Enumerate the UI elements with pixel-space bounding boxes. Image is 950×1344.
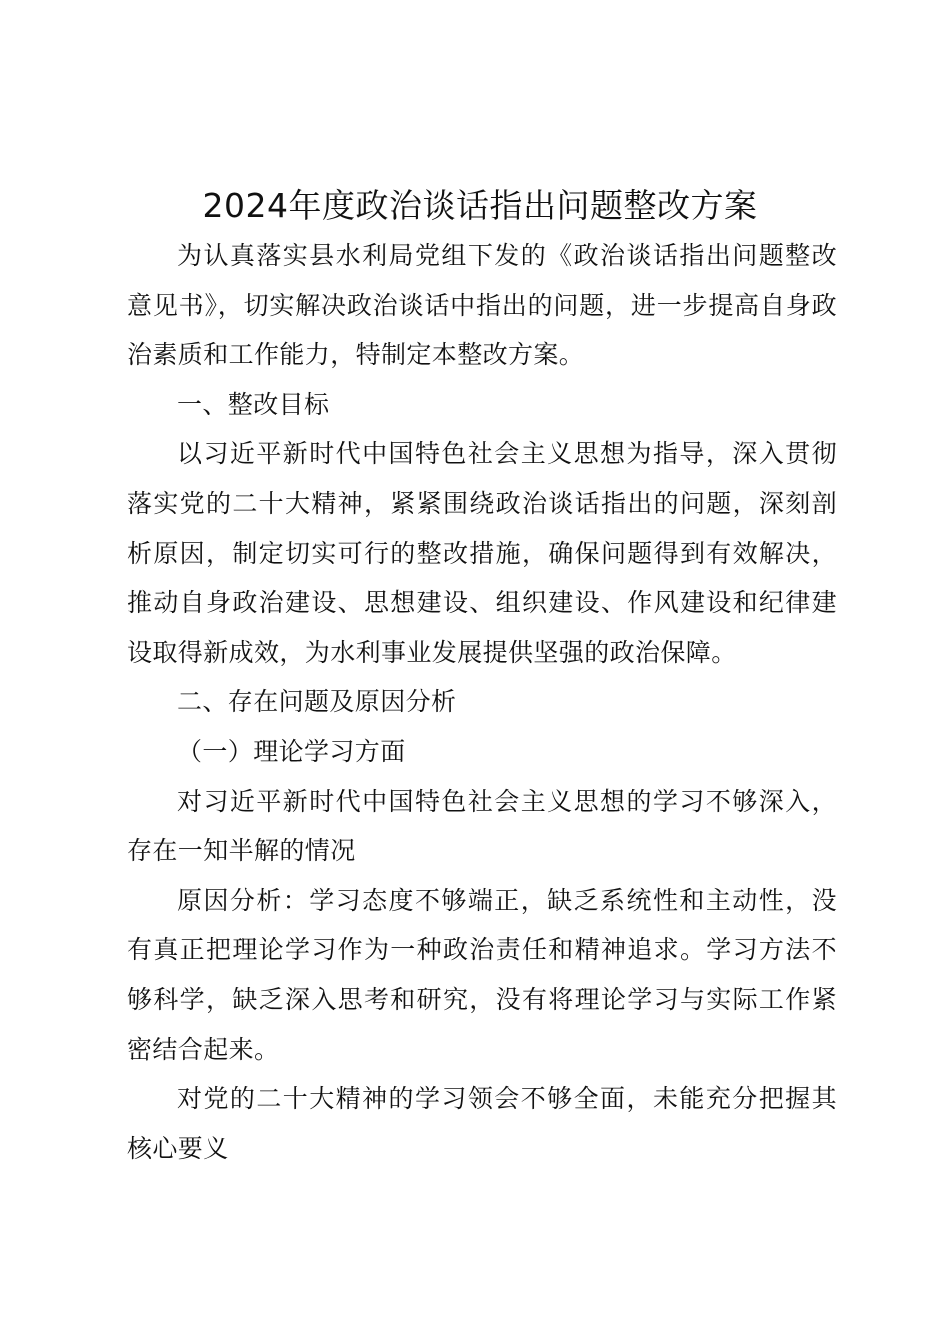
goals-paragraph: 以习近平新时代中国特色社会主义思想为指导，深入贯彻落实党的二十大精神，紧紧围绕政治谈话指出的问题，深刻剖析原因，制定切实可行的整改措施，确保问题得到有效解决，推动自身政治建设、思想建设、组织建设、作风建设和纪律建设取得新成效，为水利事业发展提供坚强的政治保障。 xyxy=(127,439,837,667)
intro-paragraph: 为认真落实县水利局党组下发的《政治谈话指出问题整改意见书》，切实解决政治谈话中指出的问题，进一步提高自身政治素质和工作能力，特制定本整改方案。 xyxy=(127,241,837,370)
document-title: 2024年度政治谈话指出问题整改方案 xyxy=(202,186,758,225)
section-heading-goals: 一、整改目标 xyxy=(177,389,330,419)
section-heading-problems: 二、存在问题及原因分析 xyxy=(177,687,457,717)
problem-paragraph-2: 对党的二十大精神的学习领会不够全面，未能充分把握其核心要义 xyxy=(127,1084,837,1163)
problem-paragraph-1: 对习近平新时代中国特色社会主义思想的学习不够深入，存在一知半解的情况 xyxy=(127,786,837,866)
document-body xyxy=(127,231,837,1173)
subsection-heading-theory: （一）理论学习方面 xyxy=(177,736,406,766)
cause-analysis-paragraph: 原因分析：学习态度不够端正，缺乏系统性和主动性，没有真正把理论学习作为一种政治责任和精神追求。学习方法不够科学，缺乏深入思考和研究，没有将理论学习与实际工作紧密结合起来。 xyxy=(127,885,837,1064)
